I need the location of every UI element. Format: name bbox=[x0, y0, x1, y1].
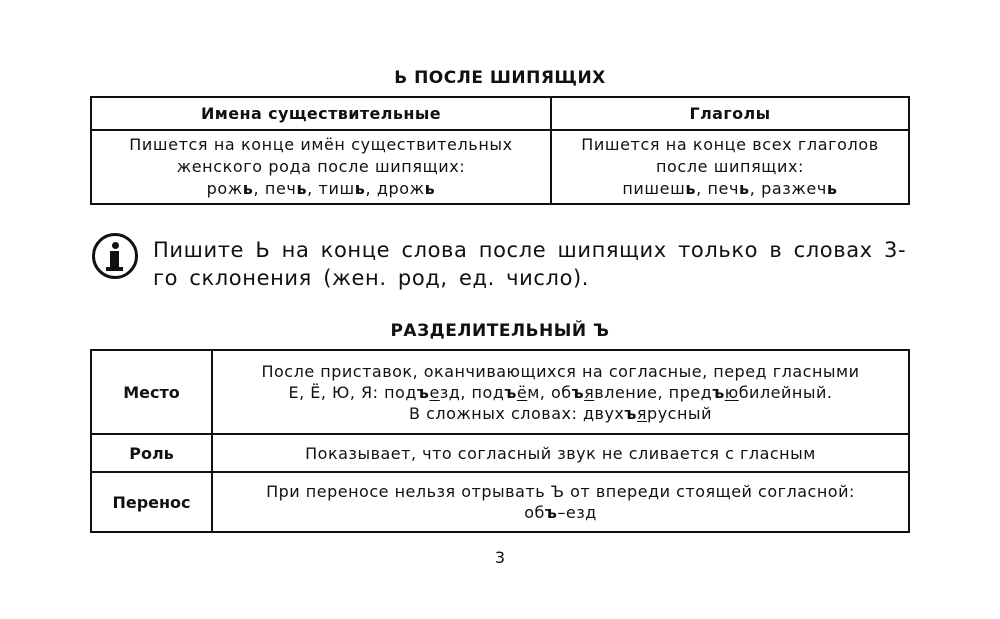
transfer-line: При переносе нельзя отрывать Ъ от впереди стоящей согласной: bbox=[266, 482, 855, 501]
row-label-transfer: Перенос bbox=[91, 472, 212, 532]
info-note: Пишите Ь на конце слова после шипящих только в словах 3-го склонения (жен. род, ед. число). bbox=[153, 238, 907, 290]
hard-sign-letter: ъ bbox=[624, 403, 637, 423]
soft-sign-ending: ь bbox=[424, 179, 436, 198]
col-header-nouns: Имена существительные bbox=[91, 97, 551, 130]
nouns-rule-line: Пишется на конце имён существительных bbox=[129, 135, 513, 154]
vowel-after-hard-sign: ю bbox=[724, 382, 739, 402]
soft-sign-ending: ь bbox=[296, 179, 308, 198]
soft-sign-ending: ь bbox=[826, 179, 838, 198]
verbs-rule-line: после шипящих: bbox=[655, 157, 805, 176]
soft-sign-ending: ь bbox=[242, 179, 254, 198]
place-examples: Е, Ё, Ю, Я: подъезд, подъём, объявление, предъюбилейный. bbox=[288, 382, 833, 402]
section-title-hard-sign: РАЗДЕЛИТЕЛЬНЫЙ Ъ bbox=[390, 321, 610, 341]
hard-sign-letter: ъ bbox=[504, 382, 517, 402]
soft-sign-table bbox=[90, 96, 910, 205]
transfer-cell bbox=[212, 472, 909, 532]
verbs-rule-line: Пишется на конце всех глаголов bbox=[581, 135, 879, 154]
page-number: 3 bbox=[494, 548, 506, 567]
vowel-after-hard-sign: я bbox=[636, 403, 648, 423]
soft-sign-ending: ь bbox=[685, 179, 697, 198]
nouns-rule-cell bbox=[91, 130, 551, 204]
soft-sign-ending: ь bbox=[739, 179, 750, 198]
info-icon bbox=[92, 233, 138, 279]
row-label-role: Роль bbox=[91, 434, 212, 472]
verbs-rule-cell bbox=[551, 130, 909, 204]
nouns-rule-line: женского рода после шипящих: bbox=[176, 157, 466, 176]
role-cell: Показывает, что согласный звук не сливается с гласным bbox=[212, 434, 909, 472]
hard-sign-letter: ъ bbox=[416, 382, 430, 402]
verbs-examples: пишешь, печь, разжечь bbox=[622, 179, 838, 198]
vowel-after-hard-sign: ё bbox=[516, 382, 528, 402]
transfer-example: объ–езд bbox=[524, 503, 597, 522]
place-line: После приставок, оканчивающихся на согласные, перед гласными bbox=[261, 361, 860, 381]
hard-sign-letter: ъ bbox=[712, 382, 725, 402]
hard-sign-table bbox=[90, 349, 910, 533]
compound-line: В сложных словах: двухъярусный bbox=[409, 403, 712, 423]
section-title-soft-sign: Ь ПОСЛЕ ШИПЯЩИХ bbox=[394, 68, 606, 88]
hard-sign-letter: ъ bbox=[544, 503, 558, 522]
row-label-place: Место bbox=[91, 350, 212, 434]
place-cell bbox=[212, 350, 909, 434]
col-header-verbs: Глаголы bbox=[551, 97, 909, 130]
nouns-examples: рожь, печь, тишь, дрожь bbox=[206, 179, 436, 198]
soft-sign-ending: ь bbox=[354, 179, 366, 198]
vowel-after-hard-sign: я bbox=[584, 382, 595, 402]
hard-sign-letter: ъ bbox=[571, 382, 585, 402]
vowel-after-hard-sign: е bbox=[429, 382, 440, 402]
